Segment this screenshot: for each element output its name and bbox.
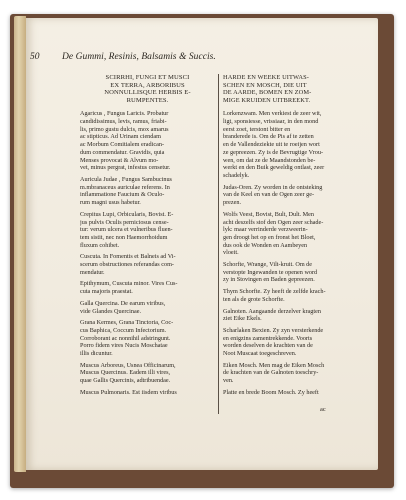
heading-line: NONNULLISQUE HERBIS E- bbox=[104, 89, 191, 97]
heading-line: MIGE KRUIDEN UITBREEKT. bbox=[223, 96, 311, 104]
entry bbox=[80, 280, 215, 295]
entry bbox=[223, 362, 363, 385]
entry-line: tur: verum ulcera et vulneribus fluen- bbox=[80, 226, 173, 234]
entry-line: ten als de grote Schorfte. bbox=[223, 295, 285, 303]
entry-line: vet, minus pergrat, infestus censetur. bbox=[80, 164, 171, 172]
heading-line: DE AARDE, BOMEN EN ZOM- bbox=[223, 89, 312, 97]
entry-line: scerum obstructiones referandas com- bbox=[80, 261, 174, 269]
page-number: 50 bbox=[30, 52, 40, 62]
catchword: ac bbox=[320, 406, 326, 413]
entry-line: Auricula Judae , Fungus Sambucinus bbox=[80, 176, 172, 183]
latin-column-heading bbox=[80, 74, 215, 104]
entry-line: dum commendatur. Gravidis, quia bbox=[80, 148, 165, 156]
entry-line: prezen. bbox=[223, 199, 242, 207]
entry bbox=[80, 300, 215, 315]
page-edge bbox=[14, 16, 26, 472]
entry-line: cus Baphica, Coccum Infectorium. bbox=[80, 326, 167, 334]
entry bbox=[80, 362, 215, 385]
entry bbox=[80, 211, 215, 250]
entry-line: Crepitus Lupi, Orbicularis, Bovist. E- bbox=[80, 210, 174, 218]
entry-line: Lorkenzwam. Men verkiest de zeer wit, bbox=[223, 110, 322, 118]
entry-line: cuta majoris praestat. bbox=[80, 288, 133, 296]
entry-line: Muscus Arboreus, Usnea Officinarum, bbox=[80, 361, 176, 369]
entry bbox=[223, 261, 363, 284]
entry-line: Platte en brede Boom Mosch. Zy heeft bbox=[223, 388, 319, 396]
entry-line: m.mbranaceus auriculae referens. In bbox=[80, 183, 170, 191]
entry-line: ziet Eike Ekels. bbox=[223, 315, 262, 323]
latin-entries bbox=[80, 110, 215, 400]
entry bbox=[223, 288, 363, 303]
entry bbox=[80, 319, 215, 358]
entry bbox=[223, 211, 363, 257]
entry-line: rum magni usus habetur. bbox=[80, 199, 141, 207]
entry-line: Menses provocat & Alvum mo- bbox=[80, 156, 159, 164]
entry-line: Cuscuta. In Fomentis et Balneis ad Vi- bbox=[80, 253, 176, 261]
entry-line: lis, primo gustu dulcis, mox amarus bbox=[80, 125, 169, 133]
entry-line: werkt en den Buik geweldig ontlast, zeer bbox=[223, 164, 325, 172]
heading-line: RUMPENTES. bbox=[126, 96, 169, 104]
entry bbox=[80, 253, 215, 276]
entry bbox=[223, 110, 363, 179]
entry-line: quae Gallis Quercinis, adtribuendae. bbox=[80, 377, 171, 385]
entry-line: dus ook de Wonden en Aambeyen bbox=[223, 241, 308, 249]
entry-line: acht deszelfs stof den Ogen zeer schade- bbox=[223, 218, 324, 226]
entry-line: gen droogt het op en fronst het Bloet, bbox=[223, 233, 316, 241]
entry-line: Porro fidem vires Nucis Moschatae bbox=[80, 342, 168, 350]
entry-line: Epithymum, Cuscuta minor. Vires Cus- bbox=[80, 280, 178, 288]
entry-line: Corroborant ac nonnihil adstringunt. bbox=[80, 334, 171, 342]
entry-line: fluxum cohibet. bbox=[80, 241, 120, 249]
entry-gap bbox=[80, 397, 215, 401]
entry-line: Schorfte, Wrange, Vilt-kruit. Om de bbox=[223, 261, 313, 269]
entry-line: Grana Kermes, Grana Tinctoria, Coc- bbox=[80, 319, 174, 327]
latin-column bbox=[80, 74, 215, 414]
entry-line: Muscus Quercinus. Eadem illi vires, bbox=[80, 369, 171, 377]
heading-line: SCIRRHI, FUNGI ET MUSCI bbox=[105, 74, 190, 81]
entry bbox=[80, 176, 215, 207]
entry bbox=[223, 327, 363, 358]
entry-line: ven. bbox=[223, 377, 234, 385]
entry-line: de krachten van de Galnoten toeschry- bbox=[223, 369, 319, 377]
entry-line: Judas-Oren. Zy worden in de ontsteking bbox=[223, 183, 323, 191]
entry-line: Muscus Pulmonaris. Est iisdem viribus bbox=[80, 388, 177, 396]
entry-line: lyk: maar verrinderde verzweerin- bbox=[223, 226, 308, 234]
entry-line: jus pulvis Oculis perniciosus cense- bbox=[80, 218, 169, 226]
entry-line: van de Keel en van de Ogen zeer ge- bbox=[223, 191, 315, 199]
entry bbox=[223, 308, 363, 323]
entry-line: eerst zoet, terstont bitter en bbox=[223, 125, 291, 133]
running-header bbox=[30, 52, 356, 66]
entry-line: worden deselven de krachten van de bbox=[223, 342, 313, 350]
dutch-entries bbox=[223, 110, 363, 400]
entry-line: en de Vallendeziekte uit te roeijen wort bbox=[223, 141, 320, 149]
entry-line: ac Morbum Comitialem eradican- bbox=[80, 141, 165, 149]
entry-line: Scharlaken Bexien. Zy zyn versterkende bbox=[223, 326, 324, 334]
heading-line: SCHEN EN MOSCH, DIE UIT bbox=[223, 81, 307, 89]
entry-line: branderede is. Om de Pis af te zetten bbox=[223, 133, 314, 141]
entry bbox=[80, 110, 215, 172]
dutch-column-heading bbox=[223, 74, 363, 104]
entry-line: tem sistit, nec non Haemorrhoidum bbox=[80, 233, 168, 241]
entry-line: verstopte Ingewanden te openen word bbox=[223, 268, 318, 276]
entry-line: vloeit. bbox=[223, 249, 239, 257]
entry-gap bbox=[223, 397, 363, 401]
entry-line: Agaricus , Fungus Laricis. Probatur bbox=[80, 110, 169, 118]
entry-line: Eiken Mosch. Men mag de Eiken Mosch bbox=[223, 361, 325, 369]
entry-line: schadelyk. bbox=[223, 172, 250, 179]
entry-line: ze gepreezen. Zy is de Bevrugtige Vrou- bbox=[223, 148, 324, 156]
entry-line: Thym Schorfte. Zy heeft de zelfde krach- bbox=[223, 288, 326, 296]
entry bbox=[223, 184, 363, 207]
entry bbox=[80, 389, 215, 397]
entry-line: Galnoten. Aangaande derzelver kragten bbox=[223, 307, 321, 315]
entry bbox=[223, 389, 363, 397]
entry-line: ac stipticus. Ad Urinam ciendam bbox=[80, 133, 161, 141]
entry-line: Wolfs Veest, Bovist, Bult, Dult. Men bbox=[223, 210, 314, 218]
entry-line: Galla Quercina. De earum viribus, bbox=[80, 299, 166, 307]
entry-line: ligt, sponsiesse, vrissiaar, in den mond bbox=[223, 118, 319, 126]
entry-line: illis dicuntur. bbox=[80, 350, 113, 358]
entry-line: zy in Stovingen en Baden gepreezen. bbox=[223, 276, 315, 284]
column-divider bbox=[218, 74, 219, 414]
entry-line: candidissimus, levis, ramus, friabi- bbox=[80, 118, 167, 126]
entry-line: vide Glandes Quercinae. bbox=[80, 307, 141, 315]
entry-line: inflammatione Faucium & Oculo- bbox=[80, 191, 165, 199]
heading-line: HARDE EN WEEKE UITWAS- bbox=[223, 74, 310, 81]
running-title: De Gummi, Resinis, Balsamis & Succis. bbox=[62, 52, 216, 62]
entry-line: Noot Muscaat toegeschreven. bbox=[223, 350, 297, 358]
entry-line: en enigzins zamentrekkende. Voorts bbox=[223, 334, 313, 342]
heading-line: EX TERRA, ARBORIBUS bbox=[110, 81, 185, 89]
dutch-column bbox=[223, 74, 363, 414]
entry-line: mendatur. bbox=[80, 268, 105, 276]
entry-line: wen, om dat ze de Maandstonden be- bbox=[223, 156, 316, 164]
